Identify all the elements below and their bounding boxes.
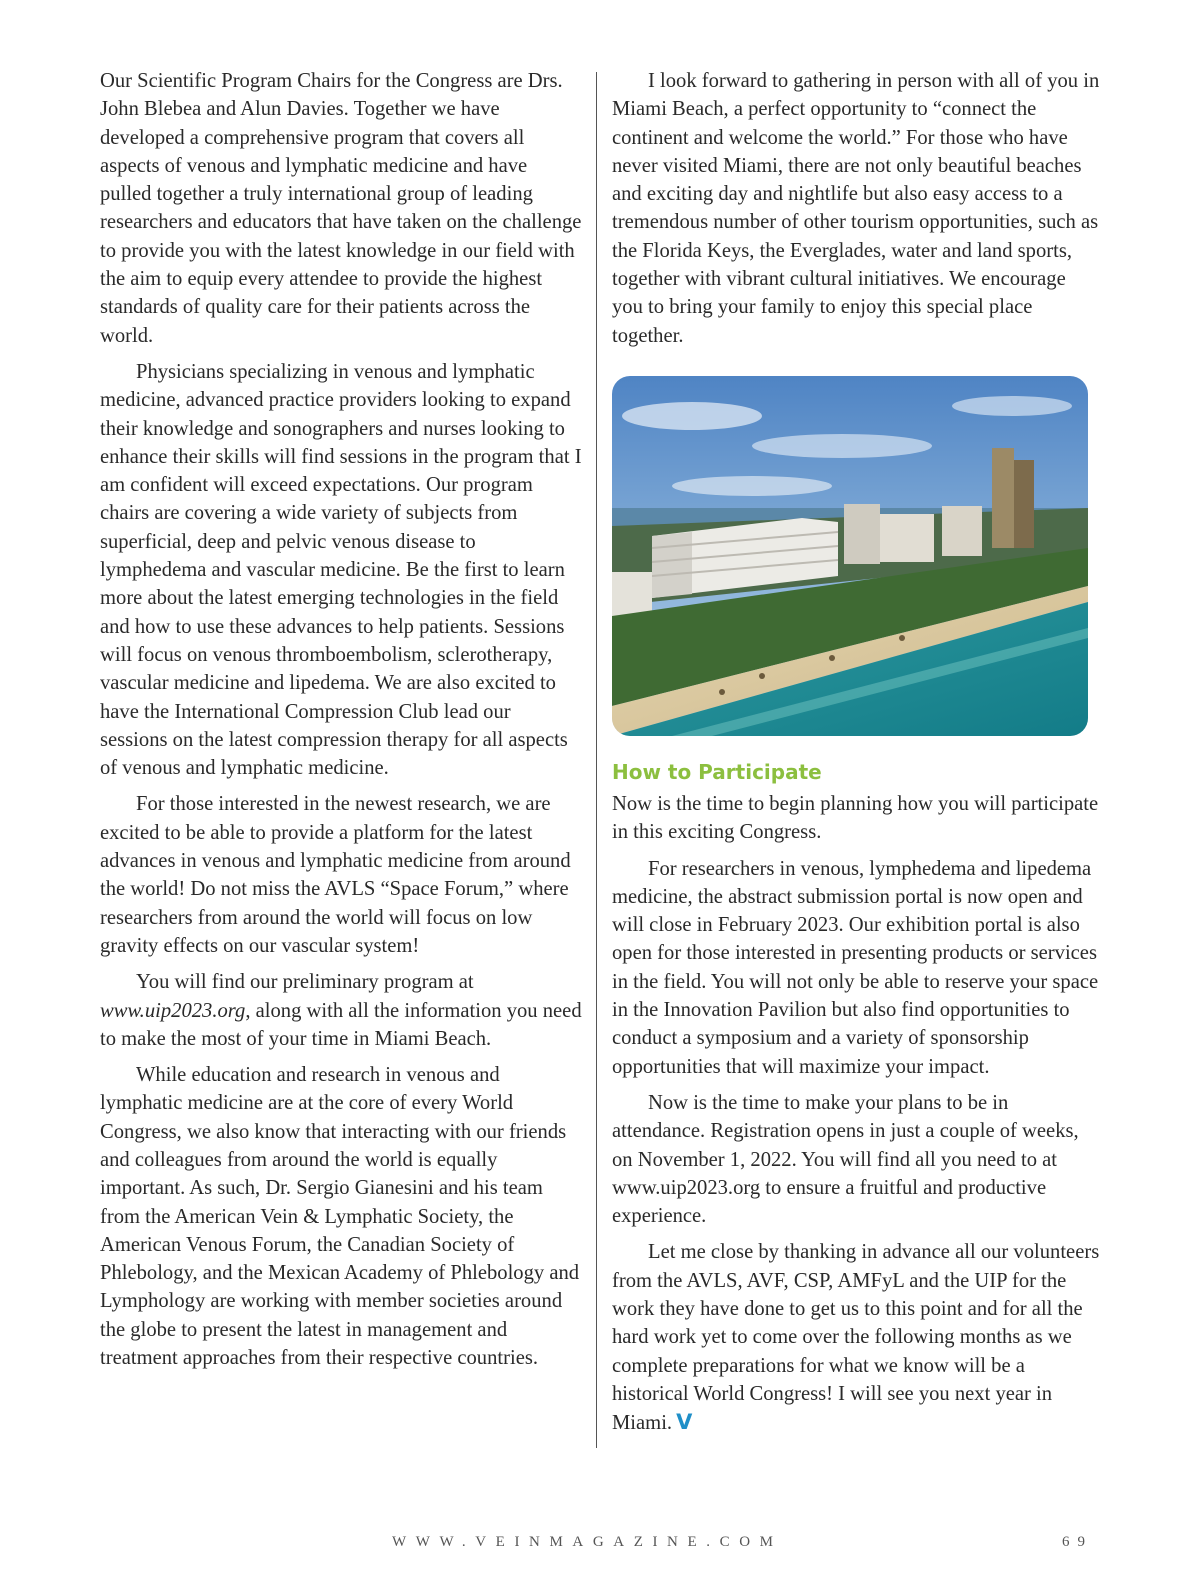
paragraph [100, 968, 582, 1053]
paragraph-text: Let me close by thanking in advance all our volunteers from the AVLS, AVF, CSP, AMFyL and the UIP for the work they have done to get us to this point and for all the hard work yet to come over the following months as we complete preparations for what we know will be a historical World Congress! I will see you next year in Miami. [612, 1241, 1100, 1435]
page-number: 69 [1062, 1534, 1093, 1550]
left-column [100, 67, 582, 1380]
paragraph: Now is the time to begin planning how you will participate in this exciting Congress. [612, 792, 1099, 844]
website-link[interactable]: www.uip2023.org [100, 999, 246, 1022]
paragraph: For researchers in venous, lymphedema and lipedema medicine, the abstract submission portal is now open and will close in February 2023. Our exhibition portal is also open for those interested in presenting products or services in the field. You will not only be able to reserve your space in the Innovation Pavilion but also find opportunities to conduct a symposium and a variety of sponsorship opportunities that will maximize your impact. [612, 857, 1099, 1078]
right-column [612, 67, 1100, 1446]
paragraph: While education and research in venous and lymphatic medicine are at the core of every World Congress, we also know that interacting with our friends and colleagues from around the world is equally important. As such, Dr. Sergio Gianesini and his team from the American Vein & Lymphatic Society, the American Venous Forum, the Canadian Society of Phlebology, and the Mexican Academy of Phlebology and Lymphology are working with member societies around the globe to present the latest in management and treatment approaches from their respective countries. [100, 1064, 580, 1370]
paragraph: Physicians specializing in venous and lymphatic medicine, advanced practice providers looking to expand their knowledge and sonographers and nurses looking to enhance their skills will find sessions in the program that I am confident will exceed expectations. Our program chairs are covering a wide variety of subjects from superficial, deep and pelvic venous disease to lymphedema and vascular medicine. Be the first to learn more about the latest emerging technologies in the field and how to use these advances to help patients. Sessions will focus on venous thromboembolism, sclerotherapy, vascular medicine and lipedema. We are also excited to have the International Compression Club lead our sessions on the latest compression therapy for all aspects of venous and lymphatic medicine. [100, 360, 582, 780]
end-mark-icon: V [676, 1410, 693, 1435]
miami-beach-photo [612, 376, 1088, 736]
column-divider [596, 72, 597, 1448]
paragraph: I look forward to gathering in person with all of you in Miami Beach, a perfect opportunity to “connect the continent and welcome the world.” For those who have never visited Miami, there are not only beautiful beaches and exciting day and nightlife but also easy access to a tremendous number of other tourism opportunities, such as the Florida Keys, the Everglades, water and land sports, together with vibrant cultural initiatives. We encourage you to bring your family to enjoy this special place together. [612, 70, 1100, 347]
section-heading: How to Participate [612, 759, 822, 784]
paragraph: For those interested in the newest research, we are excited to be able to provide a platform for the latest advances in venous and lymphatic medicine from around the world! Do not miss the AVLS “Space Forum,” where researchers from around the world will focus on low gravity effects on our vascular system! [100, 793, 571, 957]
paragraph: Now is the time to make your plans to be in attendance. Registration opens in just a couple of weeks, on November 1, 2022. You will find all you need to at www.uip2023.org to ensure a fruitful and productive experience. [612, 1091, 1079, 1228]
footer-url: WWW.VEINMAGAZINE.COM [392, 1534, 783, 1550]
paragraph [612, 1238, 1100, 1437]
paragraph-text: You will find our preliminary program at [136, 971, 474, 994]
paragraph: Our Scientific Program Chairs for the Congress are Drs. John Blebea and Alun Davies. Together we have developed a comprehensive program that covers all aspects of venous and lymphatic medicine and have pulled together a truly international group of leading researchers and educators that have taken on the challenge to provide you with the latest knowledge in our field with the aim to equip every attendee to provide the highest standards of quality care for their patients across the world. [100, 70, 582, 347]
paragraph-text: , along with all the information you need to make the most of your time in Miami Beach. [100, 999, 582, 1050]
